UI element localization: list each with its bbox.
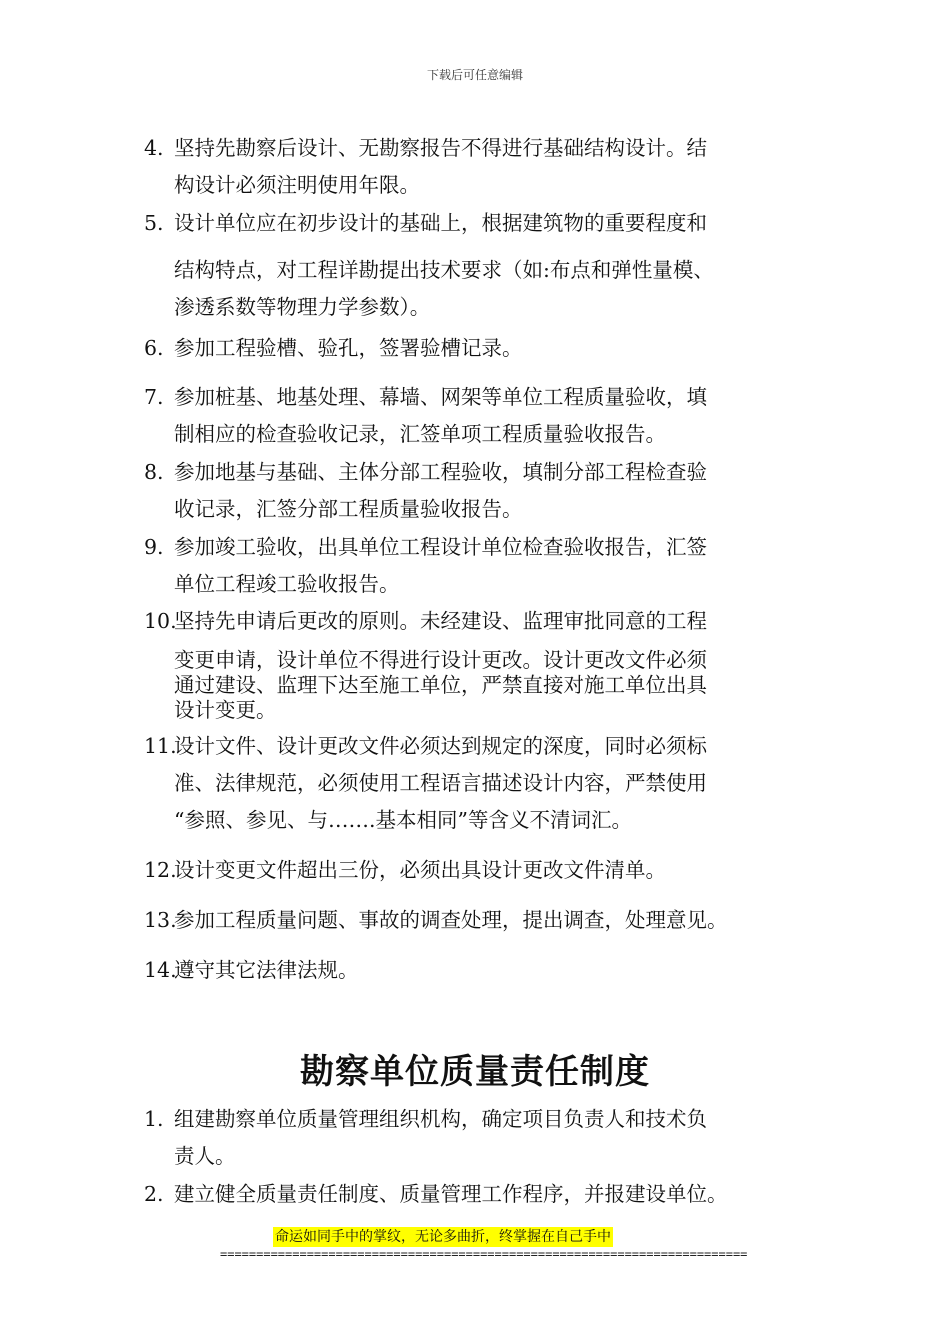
list-item-10 xyxy=(144,603,814,723)
list-item-11 xyxy=(144,728,814,839)
item-line: 渗透系数等物理力学参数）。 xyxy=(174,295,431,319)
item-number: 8. xyxy=(144,460,164,484)
section-title: 勘察单位质量责任制度 xyxy=(300,1052,650,1092)
item-line: 建立健全质量责任制度、质量管理工作程序，并报建设单位。 xyxy=(174,1182,728,1206)
list-item-4 xyxy=(144,130,814,204)
list-item-7 xyxy=(144,379,814,453)
section-list-item-1 xyxy=(144,1101,814,1175)
list-item-12 xyxy=(144,852,814,889)
item-line: 结构特点，对工程详勘提出技术要求（如:布点和弹性量模、 xyxy=(174,258,714,282)
item-line: 参加工程质量问题、事故的调查处理，提出调查，处理意见。 xyxy=(174,908,728,932)
item-line: 参加桩基、地基处理、幕墙、网架等单位工程质量验收，填 xyxy=(174,385,707,409)
item-line: 设计变更。 xyxy=(174,698,277,722)
list-item-13 xyxy=(144,902,814,939)
footer-motto: 命运如同手中的掌纹，无论多曲折，终掌握在自己手中 xyxy=(275,1229,611,1245)
item-number: 10. xyxy=(144,609,177,633)
item-line: 参加竣工验收，出具单位工程设计单位检查验收报告，汇签 xyxy=(174,535,707,559)
item-number: 5. xyxy=(144,211,164,235)
footer-rule: ========================================================================= xyxy=(220,1247,748,1261)
item-line: 准、法律规范，必须使用工程语言描述设计内容，严禁使用 xyxy=(174,771,707,795)
item-line: 通过建设、监理下达至施工单位，严禁直接对施工单位出具 xyxy=(174,673,707,697)
item-line: 变更申请，设计单位不得进行设计更改。设计更改文件必须 xyxy=(174,648,707,672)
list-item-9 xyxy=(144,529,814,603)
item-line: 构设计必须注明使用年限。 xyxy=(174,173,420,197)
item-line: 遵守其它法律法规。 xyxy=(174,958,359,982)
list-item-5 xyxy=(144,205,814,326)
item-line: 设计文件、设计更改文件必须达到规定的深度，同时必须标 xyxy=(174,734,707,758)
item-number: 2. xyxy=(144,1182,164,1206)
item-line: 坚持先申请后更改的原则。未经建设、监理审批同意的工程 xyxy=(174,609,707,633)
list-item-8 xyxy=(144,454,814,528)
list-item-6 xyxy=(144,330,814,367)
item-number: 14. xyxy=(144,958,177,982)
list-item-14 xyxy=(144,952,814,989)
item-line: 坚持先勘察后设计、无勘察报告不得进行基础结构设计。结 xyxy=(174,136,707,160)
item-number: 4. xyxy=(144,136,164,160)
item-line: 设计单位应在初步设计的基础上，根据建筑物的重要程度和 xyxy=(174,211,707,235)
section-list-item-2 xyxy=(144,1176,814,1213)
item-line: 责人。 xyxy=(174,1144,236,1168)
item-number: 9. xyxy=(144,535,164,559)
item-number: 7. xyxy=(144,385,164,409)
item-line: 参加工程验槽、验孔，签署验槽记录。 xyxy=(174,336,523,360)
item-number: 1. xyxy=(144,1107,164,1131)
item-line: 单位工程竣工验收报告。 xyxy=(174,572,400,596)
item-number: 6. xyxy=(144,336,164,360)
item-line: 设计变更文件超出三份，必须出具设计更改文件清单。 xyxy=(174,858,666,882)
header-note: 下载后可任意编辑 xyxy=(426,68,523,82)
item-number: 12. xyxy=(144,858,177,882)
item-line: 组建勘察单位质量管理组织机构，确定项目负责人和技术负 xyxy=(174,1107,707,1131)
item-number: 13. xyxy=(144,908,177,932)
item-number: 11. xyxy=(144,734,177,758)
item-line: “参照、参见、与…….基本相同”等含义不清词汇。 xyxy=(174,808,632,832)
item-line: 收记录，汇签分部工程质量验收报告。 xyxy=(174,497,523,521)
item-line: 参加地基与基础、主体分部工程验收，填制分部工程检查验 xyxy=(174,460,707,484)
item-line: 制相应的检查验收记录，汇签单项工程质量验收报告。 xyxy=(174,422,666,446)
